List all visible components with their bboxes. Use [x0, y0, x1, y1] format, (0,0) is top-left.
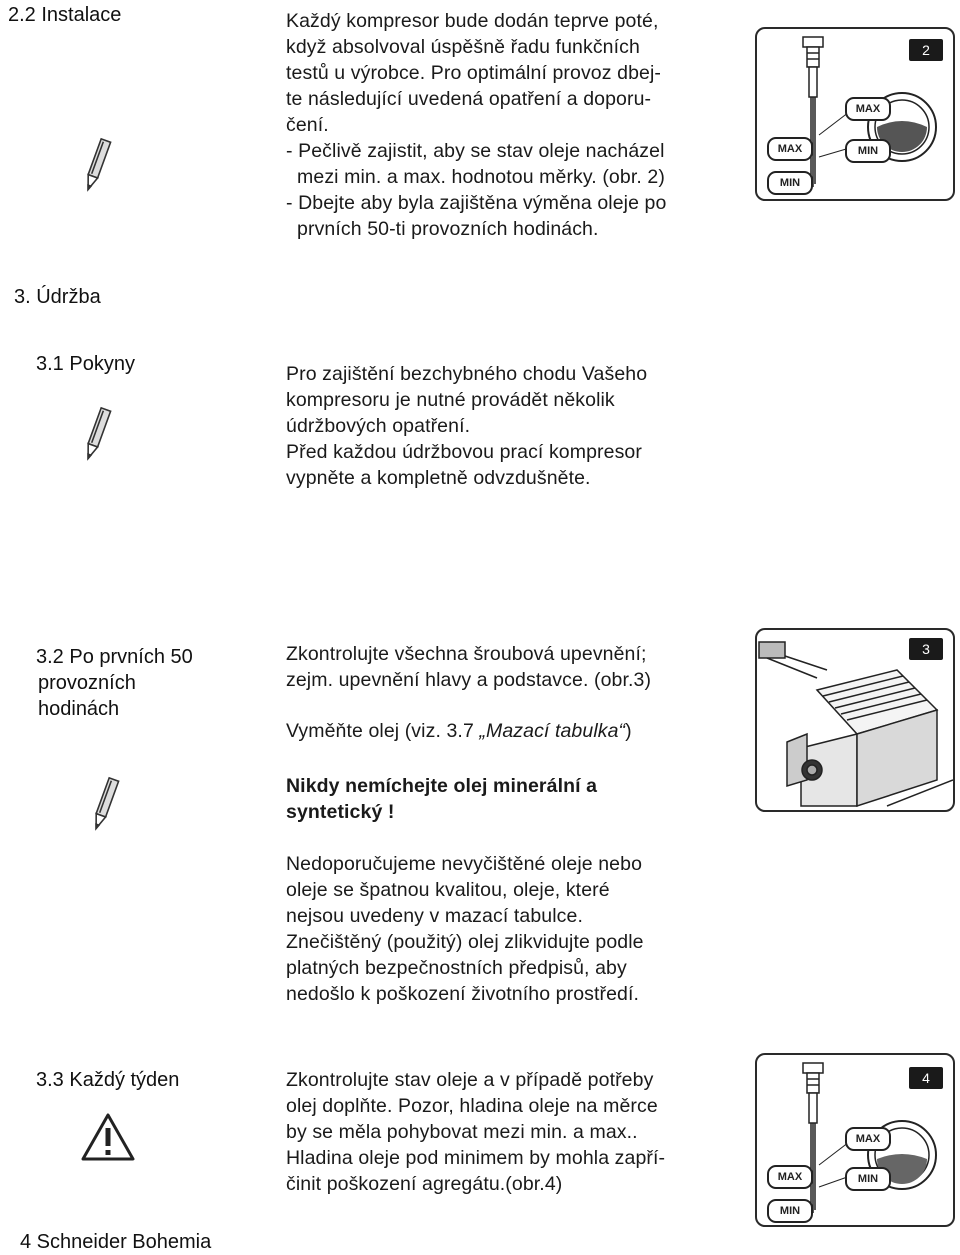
min-label-tag: MIN — [845, 1167, 891, 1191]
max-label-tag: MAX — [767, 137, 813, 161]
text-line: činit poškození agregátu.(obr.4) — [286, 1173, 563, 1195]
figure-2-dipstick — [755, 27, 955, 201]
oil-mixing-warning — [286, 773, 597, 825]
max-label-tag: MAX — [767, 1165, 813, 1189]
pencil-icon — [90, 774, 120, 834]
warning-triangle-icon — [80, 1112, 136, 1162]
text-line: - Pečlivě zajistit, aby se stav oleje nacházel — [286, 140, 665, 162]
text-line: Každý kompresor bude dodán teprve poté, — [286, 10, 659, 32]
text-line: Znečištěný (použitý) olej zlikvidujte podle — [286, 931, 644, 953]
text-line: syntetický ! — [286, 801, 395, 823]
text-line: oleje se špatnou kvalitou, oleje, které — [286, 879, 610, 901]
text-line: Pro zajištění bezchybného chodu Vašeho — [286, 363, 648, 385]
text-line: vypněte a kompletně odvzdušněte. — [286, 467, 591, 489]
oil-change-line — [286, 718, 632, 744]
text-line: by se měla pohybovat mezi min. a max.. — [286, 1121, 638, 1143]
figure-4-dipstick — [755, 1053, 955, 1227]
figure-number-badge: 3 — [909, 638, 943, 660]
oil-prefix: Vyměňte olej (viz. 3.7 — [286, 720, 480, 742]
oil-table-reference: „Mazací tabulka“ — [479, 720, 626, 742]
text-line: údržbových opatření. — [286, 415, 471, 437]
section-heading-3-1: 3.1 Pokyny — [36, 353, 135, 375]
section-heading-3-3: 3.3 Každý týden — [36, 1069, 180, 1091]
text-line: kompresoru je nutné provádět několik — [286, 389, 615, 411]
text-line: Před každou údržbovou prací kompresor — [286, 441, 642, 463]
pencil-icon — [82, 135, 112, 195]
min-label-tag: MIN — [767, 1199, 813, 1223]
section-heading-2-2: 2.2 Instalace — [8, 4, 122, 26]
figure-3-compressor-head — [755, 628, 955, 812]
figure-number-badge: 2 — [909, 39, 943, 61]
heading-line: 3.2 Po prvních 50 — [36, 646, 193, 668]
oil-suffix: ) — [625, 720, 632, 742]
text-line: Nedoporučujeme nevyčištěné oleje nebo — [286, 853, 643, 875]
text-line: čení. — [286, 114, 329, 136]
text-line: Zkontrolujte všechna šroubová upevnění; — [286, 643, 647, 665]
section-body-3-3 — [286, 1067, 665, 1197]
max-label-tag: MAX — [845, 1127, 891, 1151]
text-line: - Dbejte aby byla zajištěna výměna oleje po — [286, 192, 667, 214]
section-body-3-2-a — [286, 641, 651, 693]
text-line: nejsou uvedeny v mazací tabulce. — [286, 905, 583, 927]
pencil-icon — [82, 404, 112, 464]
min-label-tag: MIN — [767, 171, 813, 195]
text-line: Hladina oleje pod minimem by mohla zapří- — [286, 1147, 666, 1169]
text-line: nedošlo k poškození životního prostředí. — [286, 983, 640, 1005]
compressor-head-illustration — [757, 630, 953, 810]
text-line: Nikdy nemíchejte olej minerální a — [286, 775, 598, 797]
text-line: když absolvoval úspěšně řadu funkčních — [286, 36, 640, 58]
text-line: platných bezpečnostních předpisů, aby — [286, 957, 627, 979]
section-body-3-2-b — [286, 851, 644, 1007]
text-line: testů u výrobce. Pro optimální provoz dbej- — [286, 62, 661, 84]
section-body-3-1 — [286, 361, 647, 491]
text-line: te následující uvedená opatření a doporu- — [286, 88, 652, 110]
page-footer: 4 Schneider Bohemia — [20, 1231, 212, 1253]
min-label-tag: MIN — [845, 139, 891, 163]
text-line: zejm. upevnění hlavy a podstavce. (obr.3) — [286, 669, 652, 691]
max-label-tag: MAX — [845, 97, 891, 121]
text-line: prvních 50-ti provozních hodinách. — [286, 218, 599, 240]
heading-line: hodinách — [38, 698, 120, 720]
section-body-2-2 — [286, 8, 666, 242]
chapter-heading-3: 3. Údržba — [14, 286, 101, 308]
text-line: Zkontrolujte stav oleje a v případě potřeby — [286, 1069, 654, 1091]
text-line: mezi min. a max. hodnotou měrky. (obr. 2) — [286, 166, 665, 188]
text-line: olej doplňte. Pozor, hladina oleje na měrce — [286, 1095, 658, 1117]
figure-number-badge: 4 — [909, 1067, 943, 1089]
heading-line: provozních — [38, 672, 136, 694]
section-heading-3-2 — [36, 644, 193, 722]
